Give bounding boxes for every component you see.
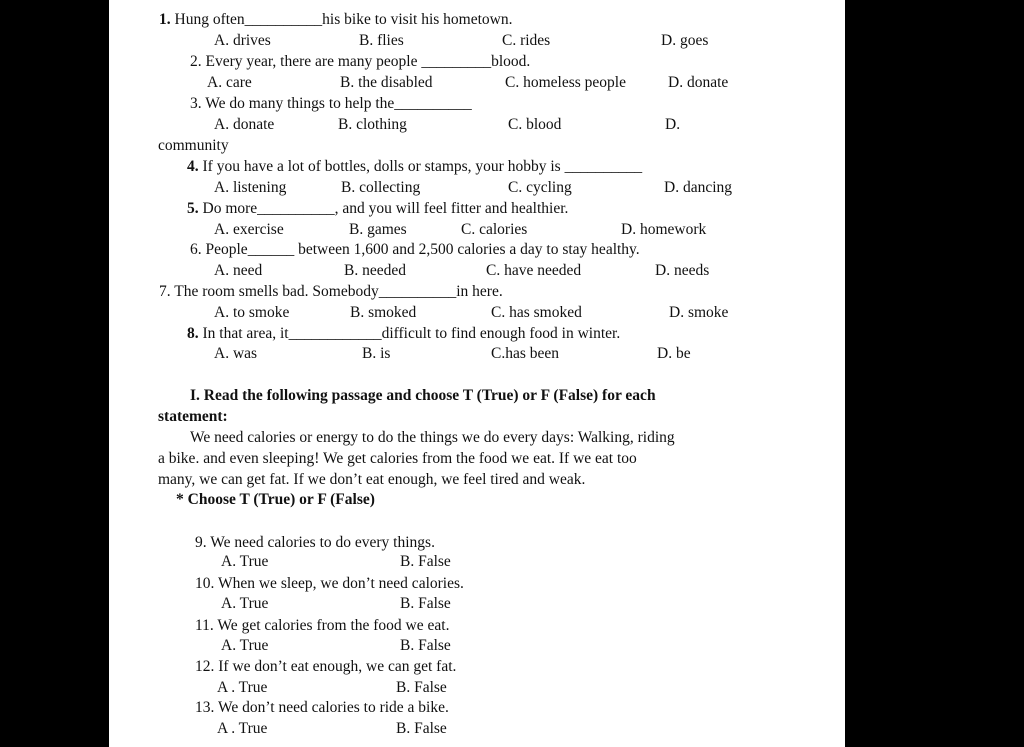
question-5-stem: 5. Do more__________, and you will feel fitter and healthier.	[187, 200, 569, 217]
q8-option-b[interactable]: B. is	[362, 345, 391, 362]
q8-option-a[interactable]: A. was	[214, 345, 258, 362]
q7-option-d[interactable]: D. smoke	[669, 304, 729, 321]
q1-option-d[interactable]: D. goes	[661, 32, 709, 49]
question-2-stem: 2. Every year, there are many people _________blood.	[190, 53, 531, 70]
question-7-stem: 7. The room smells bad. Somebody__________in here.	[159, 283, 503, 300]
q3-option-d-wrap: community	[158, 137, 229, 154]
q2-option-d[interactable]: D. donate	[668, 74, 729, 91]
q2-option-a[interactable]: A. care	[207, 74, 252, 91]
q7-option-b[interactable]: B. smoked	[350, 304, 417, 321]
q2-option-c[interactable]: C. homeless people	[505, 74, 626, 91]
question-8-stem: 8. In that area, it____________difficult to find enough food in winter.	[187, 325, 621, 342]
tf-instruction: * Choose T (True) or F (False)	[176, 491, 375, 508]
q4-option-d[interactable]: D. dancing	[664, 179, 733, 196]
q3-option-d[interactable]: D.	[665, 116, 681, 133]
tf11-option-true[interactable]: A. True	[221, 637, 269, 654]
tf9-option-true[interactable]: A. True	[221, 553, 269, 570]
tf13-option-false[interactable]: B. False	[396, 720, 447, 737]
q8-option-c[interactable]: C.has been	[491, 345, 560, 362]
passage-line-3: many, we can get fat. If we don’t eat enough, we feel tired and weak.	[158, 471, 586, 488]
q1-option-c[interactable]: C. rides	[502, 32, 551, 49]
question-6-stem: 6. People______ between 1,600 and 2,500 calories a day to stay healthy.	[190, 241, 640, 258]
reading-heading-wrap: statement:	[158, 408, 228, 425]
q6-option-a[interactable]: A. need	[214, 262, 263, 279]
tf-question-12: 12. If we don’t eat enough, we can get fat.	[195, 658, 457, 675]
tf-question-13: 13. We don’t need calories to ride a bike.	[195, 699, 449, 716]
tf13-option-true[interactable]: A . True	[217, 720, 268, 737]
worksheet-page	[109, 0, 845, 747]
q3-option-a[interactable]: A. donate	[214, 116, 275, 133]
tf11-option-false[interactable]: B. False	[400, 637, 451, 654]
q5-option-b[interactable]: B. games	[349, 221, 407, 238]
q6-option-c[interactable]: C. have needed	[486, 262, 582, 279]
q5-option-d[interactable]: D. homework	[621, 221, 707, 238]
q3-option-c[interactable]: C. blood	[508, 116, 562, 133]
q7-option-c[interactable]: C. has smoked	[491, 304, 582, 321]
q1-option-b[interactable]: B. flies	[359, 32, 404, 49]
q5-option-c[interactable]: C. calories	[461, 221, 528, 238]
reading-heading: I. Read the following passage and choose T (True) or F (False) for each	[190, 387, 656, 404]
q6-option-b[interactable]: B. needed	[344, 262, 406, 279]
question-3-stem: 3. We do many things to help the__________	[190, 95, 472, 112]
tf12-option-true[interactable]: A . True	[217, 679, 268, 696]
tf-question-11: 11. We get calories from the food we eat.	[195, 617, 450, 634]
q4-option-a[interactable]: A. listening	[214, 179, 287, 196]
tf10-option-true[interactable]: A. True	[221, 595, 269, 612]
question-4-stem: 4. If you have a lot of bottles, dolls or stamps, your hobby is __________	[187, 158, 643, 175]
question-1-stem: 1. Hung often__________his bike to visit his hometown.	[159, 11, 513, 28]
q6-option-d[interactable]: D. needs	[655, 262, 710, 279]
q3-option-b[interactable]: B. clothing	[338, 116, 407, 133]
tf-question-10: 10. When we sleep, we don’t need calories.	[195, 575, 464, 592]
q4-option-c[interactable]: C. cycling	[508, 179, 572, 196]
passage-line-1: We need calories or energy to do the things we do every days: Walking, riding	[190, 429, 675, 446]
tf-question-9: 9. We need calories to do every things.	[195, 534, 435, 551]
q5-option-a[interactable]: A. exercise	[214, 221, 284, 238]
passage-line-2: a bike. and even sleeping! We get calories from the food we eat. If we eat too	[158, 450, 637, 467]
q1-option-a[interactable]: A. drives	[214, 32, 271, 49]
q4-option-b[interactable]: B. collecting	[341, 179, 421, 196]
tf9-option-false[interactable]: B. False	[400, 553, 451, 570]
q8-option-d[interactable]: D. be	[657, 345, 691, 362]
q7-option-a[interactable]: A. to smoke	[214, 304, 290, 321]
tf10-option-false[interactable]: B. False	[400, 595, 451, 612]
tf12-option-false[interactable]: B. False	[396, 679, 447, 696]
q2-option-b[interactable]: B. the disabled	[340, 74, 433, 91]
